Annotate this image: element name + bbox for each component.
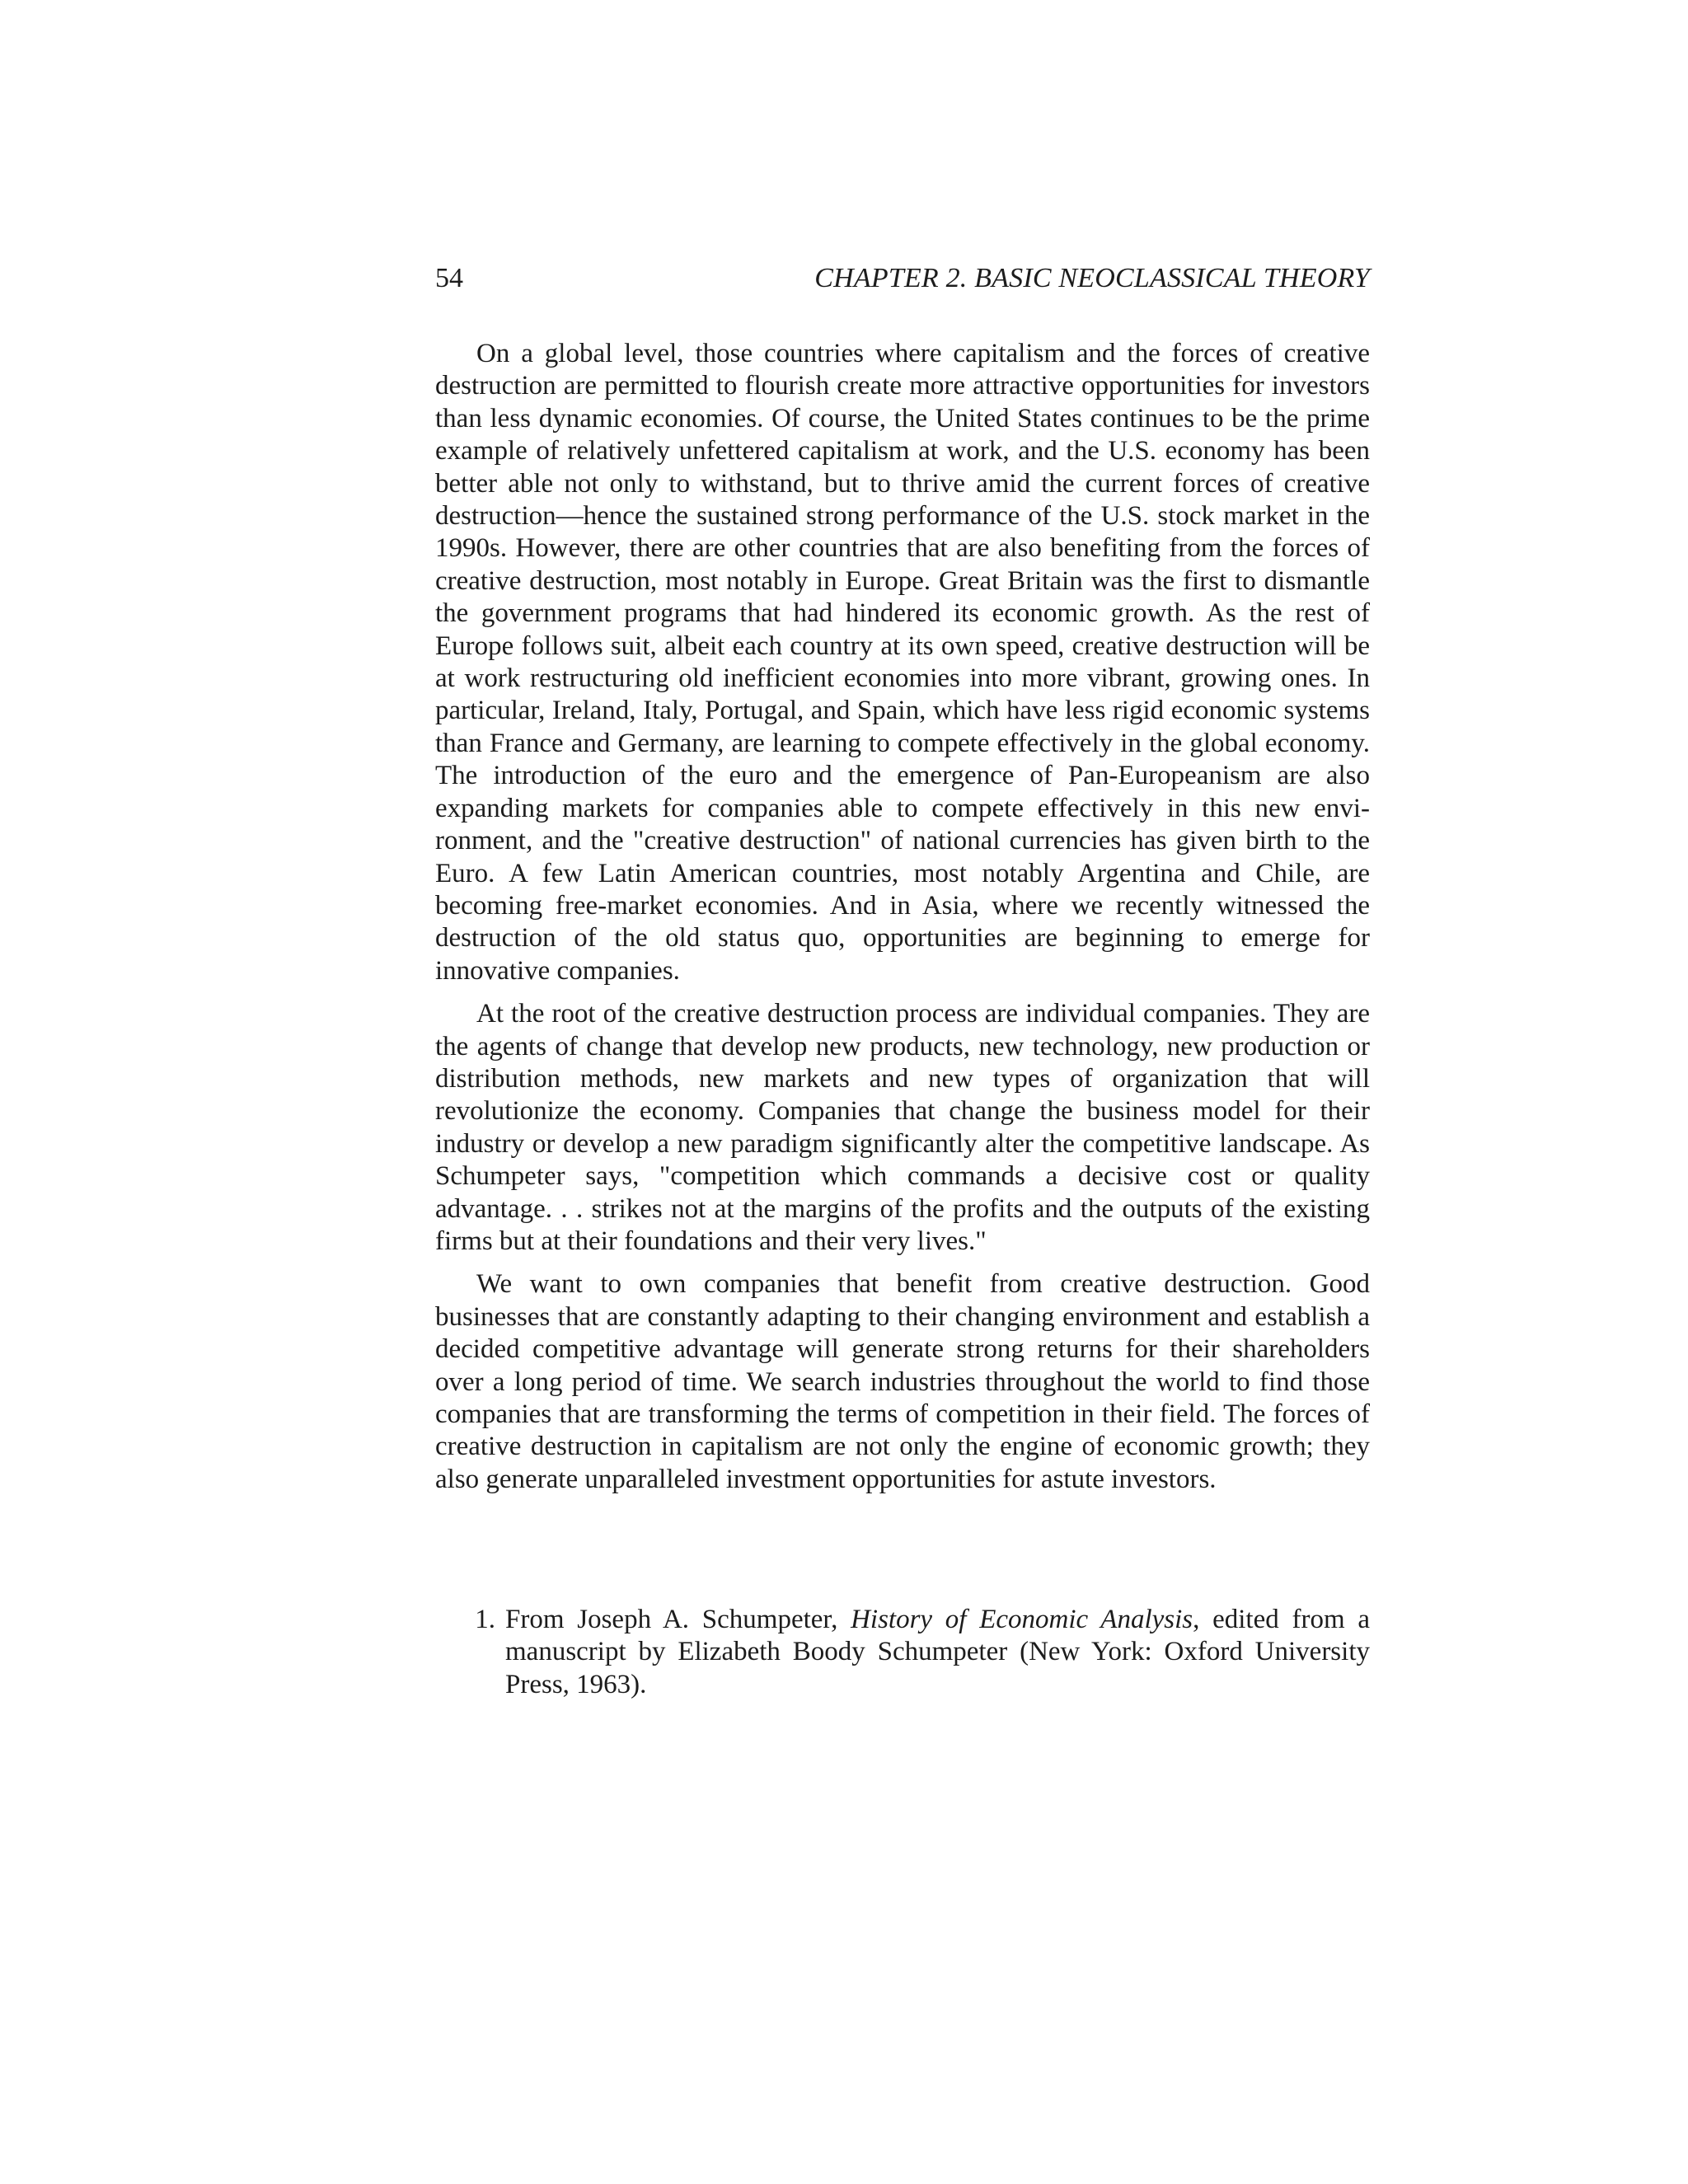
page-header	[435, 262, 1370, 295]
paragraph: On a global level, those countries where capitalism and the forces of creative destruction are permitted to flourish create more attractive opportunities for investors than less dynamic economies. Of course, the United States continues to be the prime example of relatively unfettered capitalism at work, and the U.S. economy has been better able not only to withstand, but to thrive amid the current forces of creative destruction—hence the sustained strong performance of the U.S. stock market in the 1990s. However, there are other countries that are also benefiting from the forces of creative destruction, most notably in Europe. Great Britain was the first to dismantle the government programs that had hindered its economic growth. As the rest of Europe follows suit, albeit each country at its own speed, creative destruction will be at work restructuring old inefficient economies into more vibrant, growing ones. In particular, Ireland, Italy, Portugal, and Spain, which have less rigid economic systems than France and Germany, are learning to compete effectively in the global economy. The introduction of the euro and the emergence of Pan-Europeanism are also expanding markets for companies able to compete effectively in this new environment, and the "creative destruction" of national currencies has given birth to the Euro. A few Latin American countries, most notably Argentina and Chile, are becoming free-market economies. And in Asia, where we recently witnessed the destruction of the old status quo, opportunities are beginning to emerge for innovative companies.	[435, 339, 1370, 986]
paragraph: We want to own companies that benefit from creative destruction. Good businesses that are constantly adapting to their changing environment and establish a decided competitive advantage will generate strong returns for their shareholders over a long period of time. We search industries throughout the world to find those companies that are transforming the terms of competition in their field. The forces of creative destruction in capitalism are not only the engine of economic growth; they also generate unparalleled investment opportunities for astute investors.	[435, 1269, 1370, 1494]
page-number: 54	[435, 263, 463, 293]
footnote-text	[505, 1604, 1370, 1701]
paragraph: At the root of the creative destruction process are individual companies. They are the agents of change that develop new products, new technology, new production or distribution methods, new markets and new types of organization that will revolutionize the economy. Companies that change the business model for their industry or develop a new paradigm significantly alter the competitive landscape. As Schumpeter says, "competition which commands a decisive cost or quality advantage. . . strikes not at the margins of the profits and the outputs of the existing firms but at their foundations and their very lives."	[435, 999, 1370, 1256]
footnote-suffix: , edited from a manuscript by Elizabeth Boody Schumpeter (New York: Oxford University Press, 1963).	[505, 1605, 1370, 1699]
running-head: CHAPTER 2. BASIC NEOCLASSICAL THEORY	[814, 263, 1370, 293]
footnote-book-title: History of Economic Analysis	[851, 1605, 1193, 1634]
body-text	[435, 338, 1370, 1507]
footnotes	[435, 1604, 1370, 1701]
footnote	[435, 1604, 1370, 1701]
footnote-prefix: From Joseph A. Schumpeter,	[505, 1605, 851, 1634]
footnote-marker: 1.	[475, 1605, 495, 1634]
